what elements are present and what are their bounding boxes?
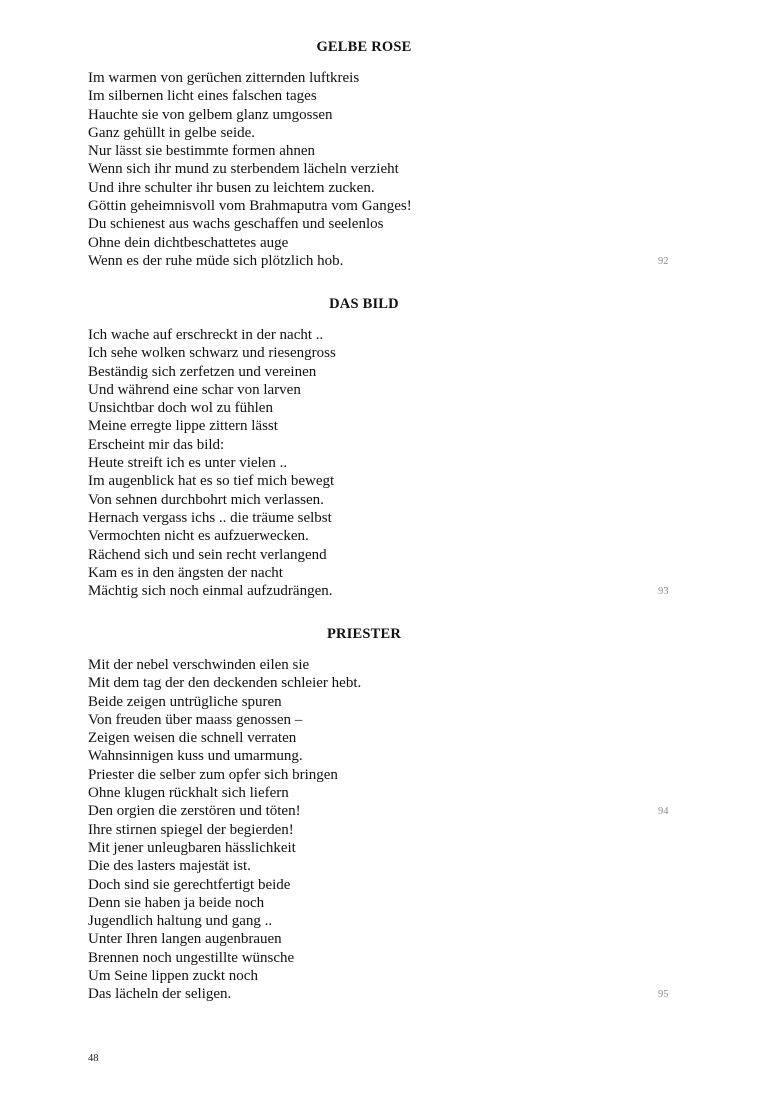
verse-line: Das lächeln der seligen. [88, 986, 232, 1003]
poem-body-das-bild [88, 326, 648, 600]
verse-line: Von freuden über maass genossen – [88, 711, 303, 728]
verse-line: Heute streift ich es unter vielen .. [88, 455, 288, 472]
line-number: 93 [658, 586, 669, 597]
verse-line: Beständig sich zerfetzen und vereinen [88, 363, 317, 380]
page-number: 48 [88, 1053, 99, 1064]
verse-line: Unter Ihren langen augenbrauen [88, 931, 282, 948]
verse-line: Wahnsinnigen kuss und umarmung. [88, 748, 303, 765]
poem-body-priester [88, 656, 648, 1004]
verse-line: Erscheint mir das bild: [88, 436, 225, 453]
verse-line: Kam es in den ängsten der nacht [88, 564, 283, 581]
poem-title-priester: PRIESTER [326, 626, 402, 642]
verse-line: Rächend sich und sein recht verlangend [88, 546, 327, 563]
verse-line: Priester die selber zum opfer sich bringen [88, 766, 338, 783]
verse-line: Doch sind sie gerechtfertigt beide [88, 876, 291, 893]
verse-line: Brennen noch ungestillte wünsche [88, 949, 295, 966]
verse-line: Ganz gehüllt in gelbe seide. [88, 124, 256, 141]
poem-body-gelbe-rose [88, 69, 648, 270]
verse-line: Beide zeigen untrügliche spuren [88, 693, 282, 710]
verse-line: Um Seine lippen zuckt noch [88, 968, 258, 985]
verse-line: Im warmen von gerüchen zitternden luftkreis [88, 70, 360, 86]
verse-line: Ohne klugen rückhalt sich liefern [88, 785, 289, 802]
line-number: 94 [658, 806, 669, 817]
line-number: 95 [658, 989, 669, 1000]
verse-line: Ich wache auf erschreckt in der nacht .. [88, 327, 324, 343]
verse-line: Und während eine schar von larven [88, 381, 301, 398]
poem-title-das-bild: DAS BILD [329, 296, 399, 312]
verse-line: Nur lässt sie bestimmte formen ahnen [88, 143, 316, 160]
verse-line: Göttin geheimnisvoll vom Brahmaputra vom Ganges! [88, 198, 412, 215]
verse-line: Von sehnen durchbohrt mich verlassen. [88, 491, 324, 508]
verse-line: Denn sie haben ja beide noch [88, 894, 265, 911]
verse-line: Ich sehe wolken schwarz und riesengross [88, 345, 336, 362]
verse-line: Mächtig sich noch einmal aufzudrängen. [88, 583, 333, 600]
verse-line: Unsichtbar doch wol zu fühlen [88, 400, 273, 417]
poem-title-gelbe-rose: GELBE ROSE [316, 39, 412, 55]
line-number: 92 [658, 256, 669, 267]
verse-line: Zeigen weisen die schnell verraten [88, 730, 297, 747]
verse-line: Vermochten nicht es aufzuerwecken. [88, 528, 309, 545]
verse-line: Mit dem tag der den deckenden schleier hebt. [88, 675, 362, 692]
verse-line: Mit der nebel verschwinden eilen sie [88, 657, 310, 673]
verse-line: Im augenblick hat es so tief mich bewegt [88, 473, 335, 490]
verse-line: Im silbernen licht eines falschen tages [88, 88, 317, 105]
verse-line: Den orgien die zerstören und töten! [88, 803, 301, 820]
verse-line: Ihre stirnen spiegel der begierden! [88, 821, 294, 838]
verse-line: Die des lasters majestät ist. [88, 858, 251, 875]
verse-line: Hernach vergass ichs .. die träume selbst [88, 509, 332, 526]
verse-line: Jugendlich haltung und gang .. [88, 913, 273, 930]
verse-line: Und ihre schulter ihr busen zu leichtem zucken. [88, 179, 375, 196]
verse-line: Wenn sich ihr mund zu sterbendem lächeln verzieht [88, 161, 399, 178]
verse-line: Wenn es der ruhe müde sich plötzlich hob. [88, 252, 344, 269]
verse-line: Meine erregte lippe zittern lässt [88, 418, 278, 435]
verse-line: Hauchte sie von gelbem glanz umgossen [88, 106, 333, 123]
verse-line: Mit jener unleugbaren hässlichkeit [88, 839, 296, 856]
verse-line: Ohne dein dichtbeschattetes auge [88, 234, 289, 251]
verse-line: Du schienest aus wachs geschaffen und seelenlos [88, 216, 384, 233]
